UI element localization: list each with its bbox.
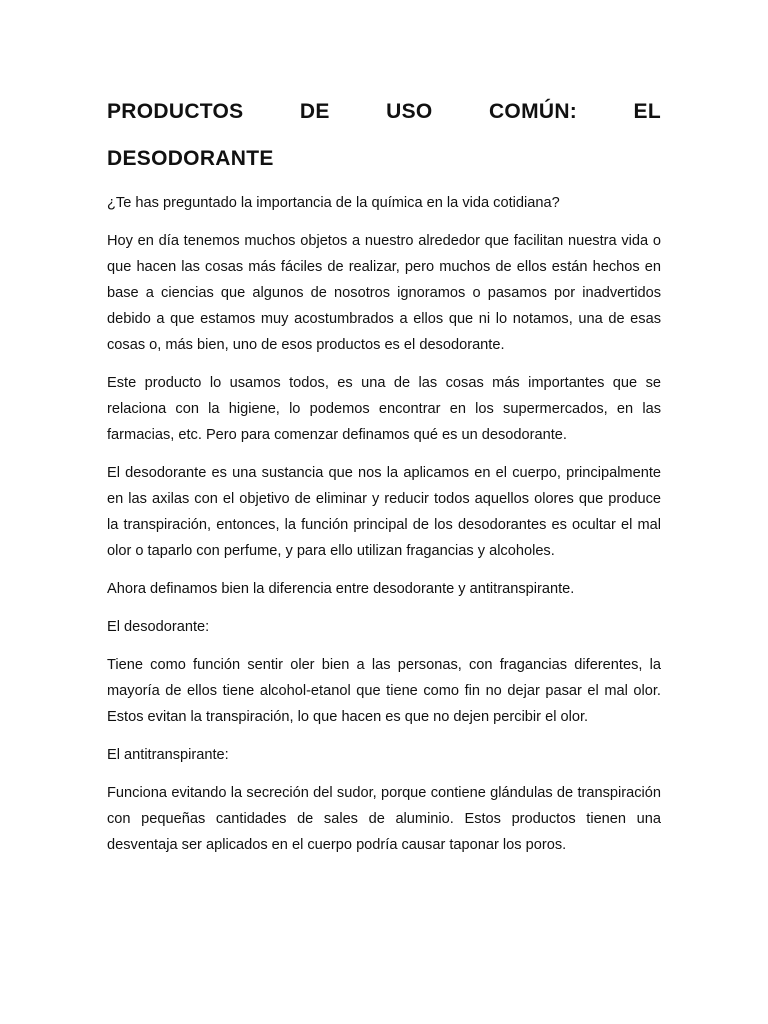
- paragraph-desodorante: Tiene como función sentir oler bien a las personas, con fragancias diferentes, la mayoría de ellos tiene alcohol-etanol que tiene como fin no dejar pasar el mal olor. Estos evitan la transpiración, lo que hacen es que no dejen percibir el olor.: [107, 657, 661, 725]
- title-word: EL: [633, 100, 661, 123]
- paragraph-difference: Ahora definamos bien la diferencia entre desodorante y antitranspirante.: [107, 581, 575, 597]
- paragraph-question: ¿Te has preguntado la importancia de la química en la vida cotidiana?: [107, 195, 560, 211]
- document-body: [107, 190, 661, 858]
- title-word: USO: [386, 100, 433, 123]
- paragraph-antitranspirante: Funciona evitando la secreción del sudor, porque contiene glándulas de transpiración con pequeñas cantidades de sales de aluminio. Estos productos tienen una desventaja ser aplicados en el cuerpo podría causar taponar los poros.: [107, 785, 661, 853]
- paragraph-usage: Este producto lo usamos todos, es una de las cosas más importantes que se relaciona con la higiene, lo podemos encontrar en los supermercados, en las farmacias, etc. Pero para comenzar definamos qué es un desodorante.: [107, 375, 661, 443]
- title-word: COMÚN:: [488, 100, 578, 123]
- paragraph-definition: El desodorante es una sustancia que nos la aplicamos en el cuerpo, principalmente en las axilas con el objetivo de eliminar y reducir todos aquellos olores que produce la transpiración, entonces, la función principal de los desodorantes es ocultar el mal olor o taparlo con perfume, y para ello utilizan fragancias y alcoholes.: [107, 465, 661, 559]
- document-title: [107, 88, 661, 182]
- heading-antitranspirante: El antitranspirante:: [107, 747, 229, 763]
- paragraph-intro: Hoy en día tenemos muchos objetos a nuestro alrededor que facilitan nuestra vida o que hacen las cosas más fáciles de realizar, pero muchos de ellos están hechos en base a ciencias que algunos de nosotros ignoramos o pasamos por inadvertidos debido a que estamos muy acostumbrados a ellos que ni lo notamos, una de esas cosas o, más bien, uno de esos productos es el desodorante.: [107, 233, 661, 353]
- title-line-2: DESODORANTE: [107, 147, 274, 170]
- document-page: [107, 88, 661, 870]
- title-line-1: [107, 88, 661, 135]
- title-word: PRODUCTOS: [107, 100, 244, 123]
- title-word: DE: [299, 100, 330, 123]
- heading-desodorante: El desodorante:: [107, 619, 210, 635]
